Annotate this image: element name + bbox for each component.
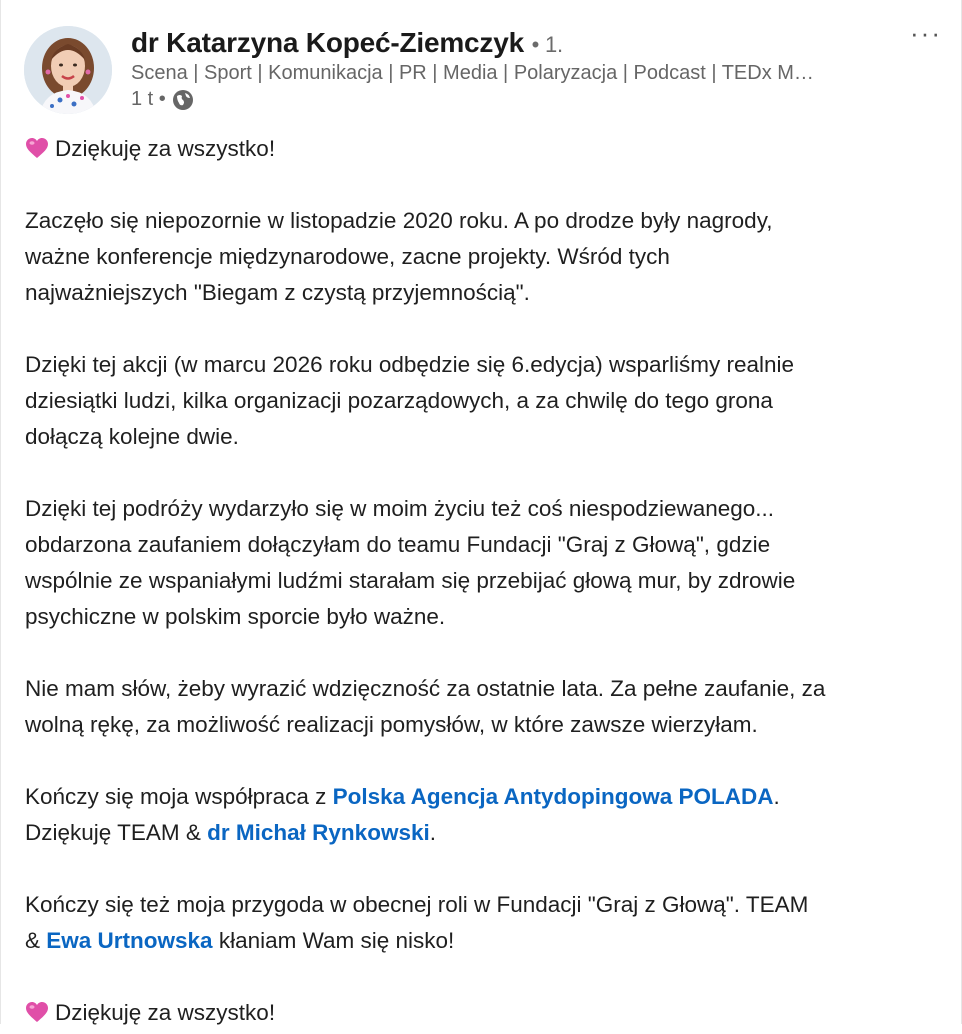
pink-heart-icon xyxy=(25,134,49,156)
post-outro xyxy=(25,995,945,1031)
text-line: obdarzona zaufaniem dołączyłam do teamu Fundacji "Graj z Głową", gdzie xyxy=(25,532,771,557)
mention-polada-link[interactable]: Polska Agencja Antydopingowa POLADA xyxy=(332,784,774,809)
mention-ewa-urtnowska-link[interactable]: Ewa Urtnowska xyxy=(46,928,213,953)
avatar-photo xyxy=(24,26,112,114)
text-segment: kłaniam Wam się nisko! xyxy=(212,928,455,953)
post-body xyxy=(25,131,945,1031)
text-segment: . xyxy=(773,784,780,809)
post-time: 1 t • xyxy=(131,88,166,110)
avatar[interactable] xyxy=(24,26,112,114)
text-line: Dzięki tej akcji (w marcu 2026 roku odbędzie się 6.edycja) wsparliśmy realnie xyxy=(25,352,795,377)
author-name[interactable] xyxy=(131,27,563,59)
text-line: Zaczęło się niepozornie w listopadzie 2020 roku. A po drodze były nagrody, xyxy=(25,208,773,233)
paragraph-5 xyxy=(25,779,945,851)
text-segment: . xyxy=(429,820,436,845)
text-line xyxy=(25,779,945,815)
author-name-text[interactable]: dr Katarzyna Kopeć-Ziemczyk xyxy=(131,27,524,58)
paragraph-3 xyxy=(25,491,945,635)
text-line xyxy=(25,815,945,851)
text-segment: & xyxy=(25,928,47,953)
paragraph-4 xyxy=(25,671,945,743)
more-options-button[interactable]: ··· xyxy=(910,18,942,48)
paragraph-6 xyxy=(25,887,945,959)
text-line: Kończy się też moja przygoda w obecnej roli w Fundacji "Graj z Głową". TEAM xyxy=(25,892,809,917)
text-line: Nie mam słów, żeby wyrazić wdzięczność za ostatnie lata. Za pełne zaufanie, za xyxy=(25,676,826,701)
text-line xyxy=(25,923,945,959)
text-line: najważniejszych "Biegam z czystą przyjemnością". xyxy=(25,280,530,305)
paragraph-2 xyxy=(25,347,945,455)
text-line: Dzięki tej podróży wydarzyło się w moim życiu też coś niespodziewanego... xyxy=(25,496,775,521)
text-line: wspólnie ze wspaniałymi ludźmi starałam się przebijać głową mur, by zdrowie xyxy=(25,568,796,593)
text-line: dołączą kolejne dwie. xyxy=(25,424,239,449)
pink-heart-icon xyxy=(25,998,49,1020)
intro-text: Dziękuję za wszystko! xyxy=(55,136,276,161)
text-line: dziesiątki ludzi, kilka organizacji pozarządowych, a za chwilę do tego grona xyxy=(25,388,773,413)
paragraph-1 xyxy=(25,203,945,311)
connection-degree: • 1. xyxy=(531,32,563,57)
post-meta xyxy=(131,88,194,111)
text-line: ważne konferencje międzynarodowe, zacne projekty. Wśród tych xyxy=(25,244,670,269)
text-segment: Dziękuję TEAM & xyxy=(25,820,208,845)
post-intro xyxy=(25,131,945,167)
author-headline: Scena | Sport | Komunikacja | PR | Media | Polaryzacja | Podcast | TEDx M… xyxy=(131,62,814,84)
text-segment: Kończy się moja współpraca z xyxy=(25,784,333,809)
mention-michal-rynkowski-link[interactable]: dr Michał Rynkowski xyxy=(207,820,430,845)
outro-text: Dziękuję za wszystko! xyxy=(55,1000,276,1025)
text-line: wolną rękę, za możliwość realizacji pomysłów, w które zawsze wierzyłam. xyxy=(25,712,758,737)
text-line: psychiczne w polskim sporcie było ważne. xyxy=(25,604,446,629)
globe-icon xyxy=(172,89,194,111)
